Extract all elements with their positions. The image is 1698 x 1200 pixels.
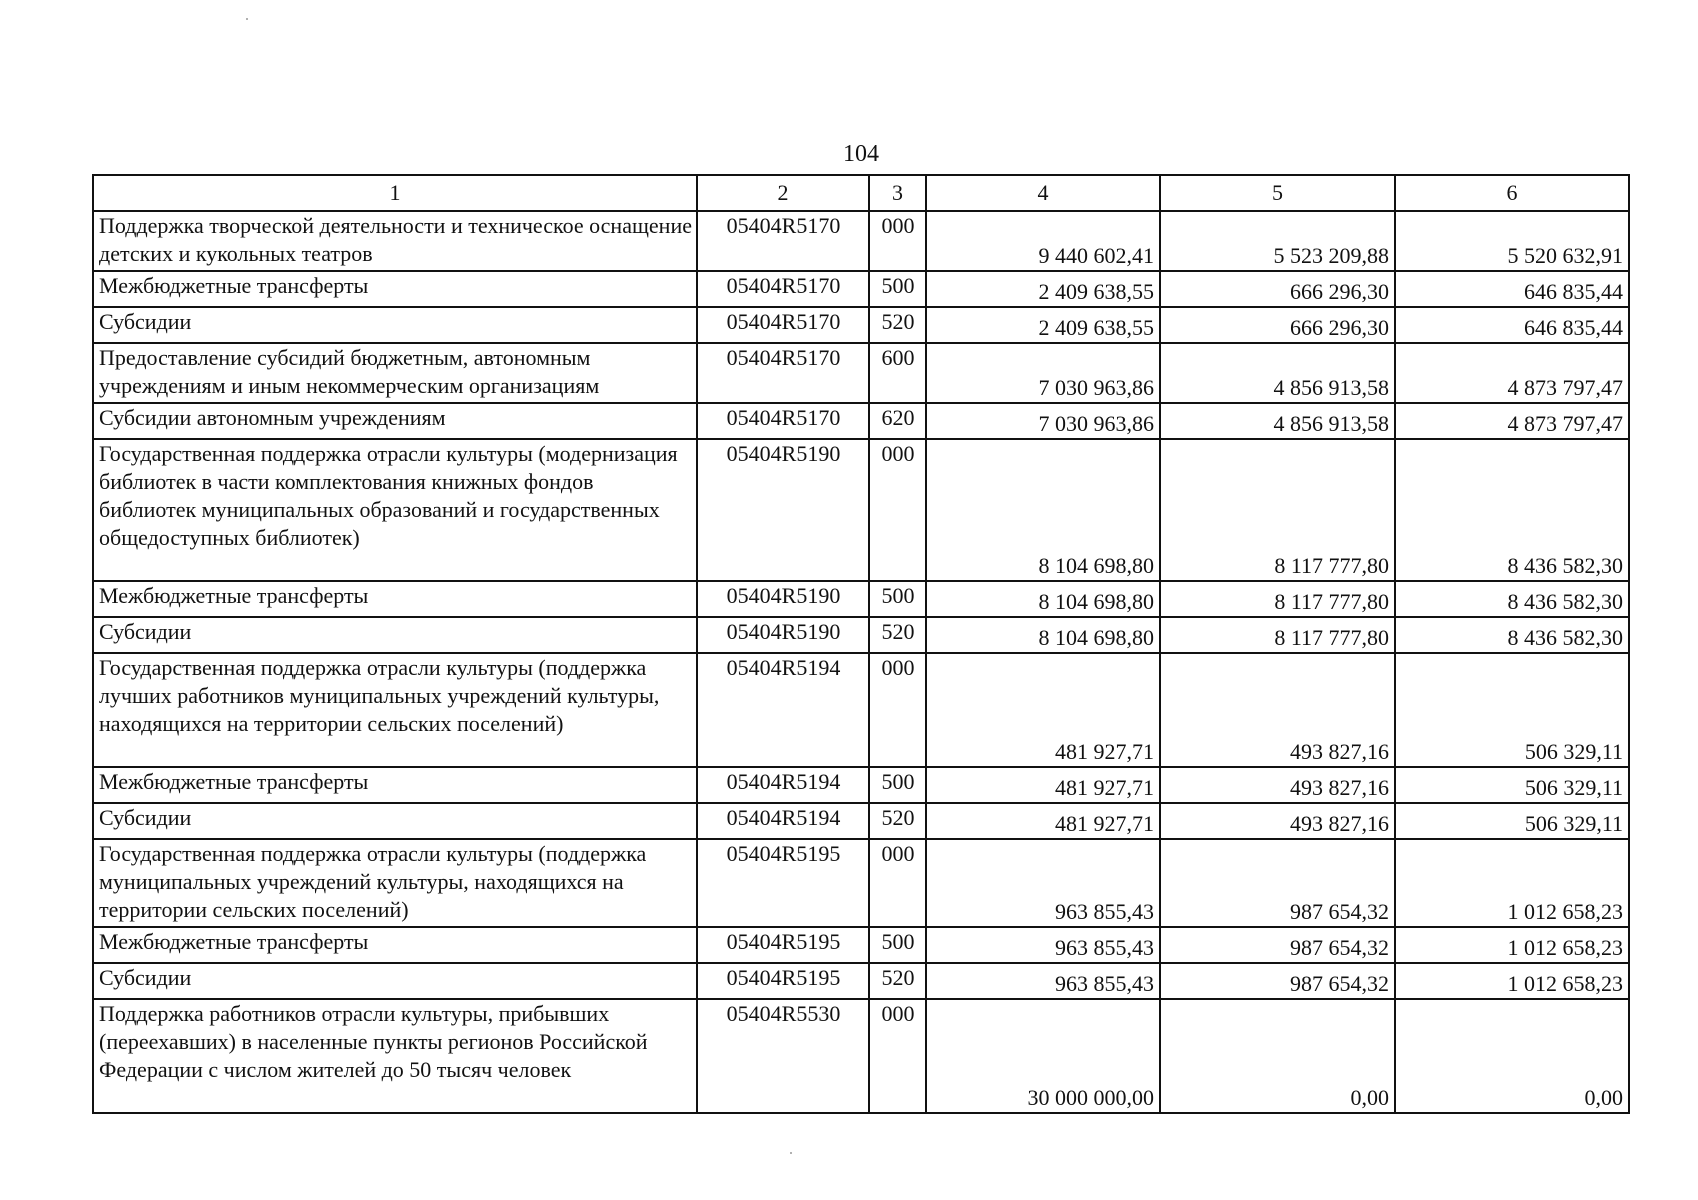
- value-text: 987 654,32: [1290, 899, 1389, 924]
- row-value-4: [926, 767, 1160, 803]
- row-code: 05404R5194: [697, 653, 869, 767]
- row-name: Межбюджетные трансферты: [93, 271, 697, 307]
- row-value-5: [1160, 581, 1395, 617]
- row-value-4: [926, 343, 1160, 403]
- budget-table: [92, 174, 1630, 1114]
- column-header-2: 2: [697, 175, 869, 211]
- row-value-4: [926, 999, 1160, 1113]
- row-type: 000: [869, 211, 926, 271]
- row-value-4: [926, 271, 1160, 307]
- value-text: 8 436 582,30: [1507, 625, 1623, 650]
- row-name: Государственная поддержка отрасли культуры (поддержка муниципальных учреждений культуры, находящихся на территории сельских поселений): [93, 839, 697, 927]
- row-value-5: [1160, 767, 1395, 803]
- row-code: 05404R5170: [697, 403, 869, 439]
- row-type: 000: [869, 839, 926, 927]
- column-header-6: 6: [1395, 175, 1629, 211]
- column-number-row: [93, 175, 1629, 211]
- row-type: 520: [869, 307, 926, 343]
- row-type: 600: [869, 343, 926, 403]
- row-name: Государственная поддержка отрасли культуры (поддержка лучших работников муниципальных учреждений культуры, находящихся на территории сельских поселений): [93, 653, 697, 767]
- value-text: 963 855,43: [1055, 935, 1154, 960]
- value-text: 666 296,30: [1290, 315, 1389, 340]
- value-text: 1 012 658,23: [1507, 899, 1623, 924]
- table-row: [93, 653, 1629, 767]
- row-type: 520: [869, 617, 926, 653]
- value-text: 481 927,71: [1055, 739, 1154, 764]
- value-text: 0,00: [1584, 1085, 1623, 1110]
- value-text: 8 104 698,80: [1038, 589, 1154, 614]
- row-value-4: [926, 963, 1160, 999]
- row-code: 05404R5195: [697, 963, 869, 999]
- row-type: 500: [869, 927, 926, 963]
- row-type: 000: [869, 653, 926, 767]
- value-text: 2 409 638,55: [1038, 315, 1154, 340]
- row-code: 05404R5194: [697, 767, 869, 803]
- row-value-5: [1160, 999, 1395, 1113]
- table-row: [93, 803, 1629, 839]
- row-value-6: [1395, 839, 1629, 927]
- value-text: 4 856 913,58: [1273, 375, 1389, 400]
- value-text: 646 835,44: [1524, 315, 1623, 340]
- row-value-4: [926, 617, 1160, 653]
- value-text: 2 409 638,55: [1038, 279, 1154, 304]
- row-value-4: [926, 307, 1160, 343]
- value-text: 8 117 777,80: [1274, 589, 1389, 614]
- value-text: 7 030 963,86: [1038, 375, 1154, 400]
- row-name: Межбюджетные трансферты: [93, 927, 697, 963]
- table-row: [93, 617, 1629, 653]
- value-text: 8 117 777,80: [1274, 625, 1389, 650]
- row-value-6: [1395, 617, 1629, 653]
- row-value-5: [1160, 343, 1395, 403]
- row-code: 05404R5194: [697, 803, 869, 839]
- row-value-5: [1160, 211, 1395, 271]
- row-value-5: [1160, 271, 1395, 307]
- row-value-6: [1395, 271, 1629, 307]
- table-row: [93, 927, 1629, 963]
- table-row: [93, 343, 1629, 403]
- row-value-4: [926, 211, 1160, 271]
- table-row: [93, 403, 1629, 439]
- value-text: 5 520 632,91: [1507, 243, 1623, 268]
- row-name: Поддержка творческой деятельности и техническое оснащение детских и кукольных театров: [93, 211, 697, 271]
- value-text: 481 927,71: [1055, 775, 1154, 800]
- row-code: 05404R5530: [697, 999, 869, 1113]
- value-text: 506 329,11: [1524, 775, 1623, 800]
- value-text: 8 104 698,80: [1038, 625, 1154, 650]
- table-row: [93, 307, 1629, 343]
- value-text: 8 436 582,30: [1507, 589, 1623, 614]
- row-value-5: [1160, 653, 1395, 767]
- row-value-4: [926, 439, 1160, 581]
- row-value-5: [1160, 803, 1395, 839]
- row-value-6: [1395, 803, 1629, 839]
- value-text: 4 873 797,47: [1507, 375, 1623, 400]
- scan-speck: [790, 1152, 792, 1154]
- row-name: Субсидии: [93, 307, 697, 343]
- row-value-5: [1160, 839, 1395, 927]
- value-text: 493 827,16: [1290, 739, 1389, 764]
- table-row: [93, 211, 1629, 271]
- row-name: Субсидии: [93, 963, 697, 999]
- row-type: 520: [869, 963, 926, 999]
- row-type: 500: [869, 767, 926, 803]
- value-text: 8 117 777,80: [1274, 553, 1389, 578]
- row-name: Субсидии: [93, 617, 697, 653]
- page-number: 104: [843, 141, 879, 167]
- value-text: 8 104 698,80: [1038, 553, 1154, 578]
- column-header-3: 3: [869, 175, 926, 211]
- value-text: 493 827,16: [1290, 775, 1389, 800]
- column-header-1: 1: [93, 175, 697, 211]
- row-code: 05404R5195: [697, 839, 869, 927]
- row-value-4: [926, 803, 1160, 839]
- row-value-6: [1395, 999, 1629, 1113]
- value-text: 481 927,71: [1055, 811, 1154, 836]
- row-value-5: [1160, 439, 1395, 581]
- table-row: [93, 439, 1629, 581]
- table-row: [93, 999, 1629, 1113]
- value-text: 1 012 658,23: [1507, 935, 1623, 960]
- table-row: [93, 271, 1629, 307]
- value-text: 506 329,11: [1524, 811, 1623, 836]
- row-code: 05404R5190: [697, 581, 869, 617]
- column-header-5: 5: [1160, 175, 1395, 211]
- value-text: 1 012 658,23: [1507, 971, 1623, 996]
- scan-speck: [246, 18, 248, 20]
- value-text: 30 000 000,00: [1027, 1085, 1154, 1110]
- row-type: 520: [869, 803, 926, 839]
- row-name: Предоставление субсидий бюджетным, автономным учреждениям и иным некоммерческим организациям: [93, 343, 697, 403]
- row-value-5: [1160, 927, 1395, 963]
- row-value-4: [926, 581, 1160, 617]
- row-code: 05404R5170: [697, 211, 869, 271]
- row-value-6: [1395, 403, 1629, 439]
- row-value-6: [1395, 343, 1629, 403]
- row-value-5: [1160, 963, 1395, 999]
- row-value-4: [926, 653, 1160, 767]
- row-type: 620: [869, 403, 926, 439]
- row-value-5: [1160, 617, 1395, 653]
- table-row: [93, 767, 1629, 803]
- row-value-6: [1395, 927, 1629, 963]
- value-text: 9 440 602,41: [1038, 243, 1154, 268]
- value-text: 646 835,44: [1524, 279, 1623, 304]
- row-value-4: [926, 839, 1160, 927]
- row-name: Межбюджетные трансферты: [93, 581, 697, 617]
- table-row: [93, 963, 1629, 999]
- row-type: 000: [869, 439, 926, 581]
- row-value-6: [1395, 653, 1629, 767]
- row-value-6: [1395, 767, 1629, 803]
- row-value-6: [1395, 439, 1629, 581]
- value-text: 666 296,30: [1290, 279, 1389, 304]
- value-text: 4 873 797,47: [1507, 411, 1623, 436]
- value-text: 8 436 582,30: [1507, 553, 1623, 578]
- row-name: Поддержка работников отрасли культуры, прибывших (переехавших) в населенные пункты регионов Российской Федерации с числом жителей до 50 тысяч человек: [93, 999, 697, 1113]
- row-code: 05404R5195: [697, 927, 869, 963]
- row-type: 500: [869, 581, 926, 617]
- row-name: Государственная поддержка отрасли культуры (модернизация библиотек в части комплектования книжных фондов библиотек муниципальных образований и государственных общедоступных библиотек): [93, 439, 697, 581]
- row-type: 000: [869, 999, 926, 1113]
- row-value-4: [926, 927, 1160, 963]
- row-value-5: [1160, 403, 1395, 439]
- row-name: Субсидии: [93, 803, 697, 839]
- row-code: 05404R5190: [697, 617, 869, 653]
- row-value-4: [926, 403, 1160, 439]
- row-code: 05404R5170: [697, 343, 869, 403]
- row-code: 05404R5170: [697, 307, 869, 343]
- row-value-6: [1395, 307, 1629, 343]
- value-text: 5 523 209,88: [1273, 243, 1389, 268]
- row-name: Субсидии автономным учреждениям: [93, 403, 697, 439]
- row-code: 05404R5190: [697, 439, 869, 581]
- row-value-6: [1395, 211, 1629, 271]
- value-text: 493 827,16: [1290, 811, 1389, 836]
- row-code: 05404R5170: [697, 271, 869, 307]
- value-text: 963 855,43: [1055, 971, 1154, 996]
- value-text: 4 856 913,58: [1273, 411, 1389, 436]
- row-value-6: [1395, 581, 1629, 617]
- value-text: 7 030 963,86: [1038, 411, 1154, 436]
- row-name: Межбюджетные трансферты: [93, 767, 697, 803]
- row-value-5: [1160, 307, 1395, 343]
- row-type: 500: [869, 271, 926, 307]
- column-header-4: 4: [926, 175, 1160, 211]
- value-text: 506 329,11: [1524, 739, 1623, 764]
- table-row: [93, 581, 1629, 617]
- value-text: 987 654,32: [1290, 935, 1389, 960]
- value-text: 987 654,32: [1290, 971, 1389, 996]
- value-text: 963 855,43: [1055, 899, 1154, 924]
- row-value-6: [1395, 963, 1629, 999]
- table-row: [93, 839, 1629, 927]
- value-text: 0,00: [1350, 1085, 1389, 1110]
